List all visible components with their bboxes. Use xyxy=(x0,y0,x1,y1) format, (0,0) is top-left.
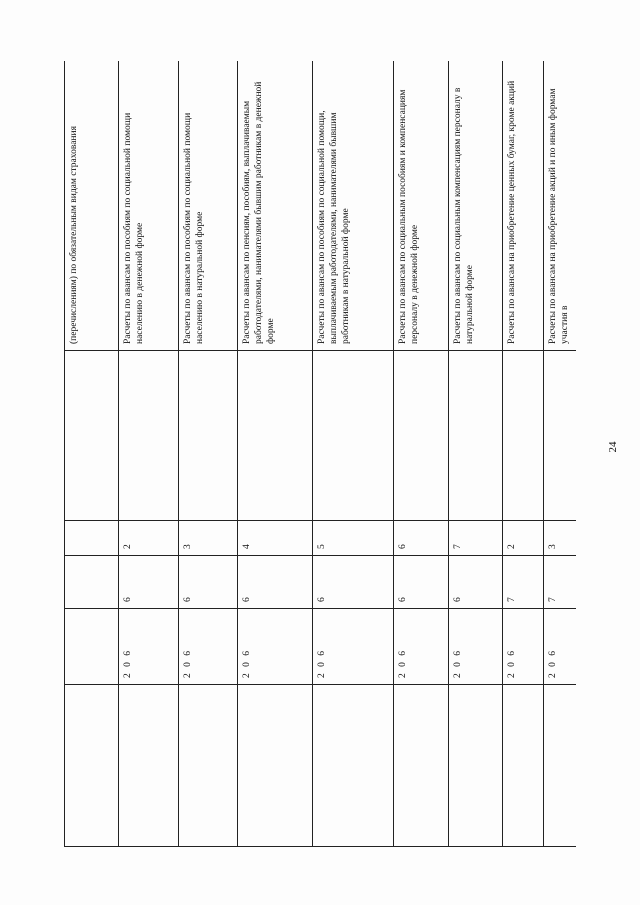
table-row xyxy=(503,61,544,847)
table-row xyxy=(449,61,503,847)
rotated-table-area xyxy=(64,61,576,847)
blank-cell xyxy=(179,685,238,847)
table-row xyxy=(313,61,394,847)
table-row xyxy=(119,61,179,847)
code-cell xyxy=(119,351,179,521)
code-cell xyxy=(65,351,119,521)
analytic-group-cell: 7 xyxy=(544,556,577,609)
accounts-table-body xyxy=(65,61,577,847)
blank-cell xyxy=(544,685,577,847)
analytic-group-cell: 6 xyxy=(179,556,238,609)
kind-code-cell: 2 xyxy=(119,521,179,556)
account-name-cell: (перечислениям) по обязательным видам страхования xyxy=(65,61,119,351)
analytic-group-cell xyxy=(65,556,119,609)
table-row xyxy=(544,61,577,847)
code-cell xyxy=(238,351,313,521)
blank-cell xyxy=(394,685,449,847)
analytic-group-cell: 6 xyxy=(119,556,179,609)
table-row xyxy=(65,61,119,847)
account-number-cell: 2 0 6 xyxy=(179,609,238,685)
kind-code-cell: 3 xyxy=(179,521,238,556)
blank-cell xyxy=(503,685,544,847)
account-name-cell: Расчеты по авансам по социальным компенсациям персоналу в натуральной форме xyxy=(449,61,503,351)
account-number-cell: 2 0 6 xyxy=(394,609,449,685)
account-number-cell: 2 0 6 xyxy=(119,609,179,685)
kind-code-cell: 3 xyxy=(544,521,577,556)
code-cell xyxy=(179,351,238,521)
kind-code-cell: 2 xyxy=(503,521,544,556)
kind-code-cell: 5 xyxy=(313,521,394,556)
blank-cell xyxy=(119,685,179,847)
analytic-group-cell: 6 xyxy=(238,556,313,609)
code-cell xyxy=(544,351,577,521)
code-cell xyxy=(313,351,394,521)
kind-code-cell xyxy=(65,521,119,556)
account-name-cell: Расчеты по авансам по пособиям по социальной помощи, выплачиваемым работодателями, нанимателями бывшим работникам в натуральной форме xyxy=(313,61,394,351)
analytic-group-cell: 7 xyxy=(503,556,544,609)
page-number: 24 xyxy=(607,441,619,453)
code-cell xyxy=(449,351,503,521)
code-cell xyxy=(394,351,449,521)
account-name-cell: Расчеты по авансам по пенсиям, пособиям, выплачиваемым работодателями, нанимателями бывшим работникам в денежной форме xyxy=(238,61,313,351)
account-name-cell: Расчеты по авансам по пособиям по социальной помощи населению в натуральной форме xyxy=(179,61,238,351)
analytic-group-cell: 6 xyxy=(313,556,394,609)
table-row xyxy=(238,61,313,847)
kind-code-cell: 7 xyxy=(449,521,503,556)
analytic-group-cell: 6 xyxy=(394,556,449,609)
account-number-cell xyxy=(65,609,119,685)
kind-code-cell: 4 xyxy=(238,521,313,556)
account-name-cell: Расчеты по авансам по пособиям по социальной помощи населению в денежной форме xyxy=(119,61,179,351)
code-cell xyxy=(503,351,544,521)
account-number-cell: 2 0 6 xyxy=(313,609,394,685)
blank-cell xyxy=(65,685,119,847)
account-name-cell: Расчеты по авансам на приобретение ценных бумаг, кроме акций xyxy=(503,61,544,351)
account-number-cell: 2 0 6 xyxy=(449,609,503,685)
table-row xyxy=(179,61,238,847)
account-number-cell: 2 0 6 xyxy=(544,609,577,685)
account-name-cell: Расчеты по авансам по социальным пособиям и компенсациям персоналу в денежной форме xyxy=(394,61,449,351)
account-name-cell: Расчеты по авансам на приобретение акций и по иным формам участия в xyxy=(544,61,577,351)
table-row xyxy=(394,61,449,847)
account-number-cell: 2 0 6 xyxy=(503,609,544,685)
accounts-table xyxy=(64,61,576,847)
blank-cell xyxy=(449,685,503,847)
blank-cell xyxy=(313,685,394,847)
blank-cell xyxy=(238,685,313,847)
account-number-cell: 2 0 6 xyxy=(238,609,313,685)
kind-code-cell: 6 xyxy=(394,521,449,556)
analytic-group-cell: 6 xyxy=(449,556,503,609)
rotated-table-wrapper xyxy=(64,61,576,847)
